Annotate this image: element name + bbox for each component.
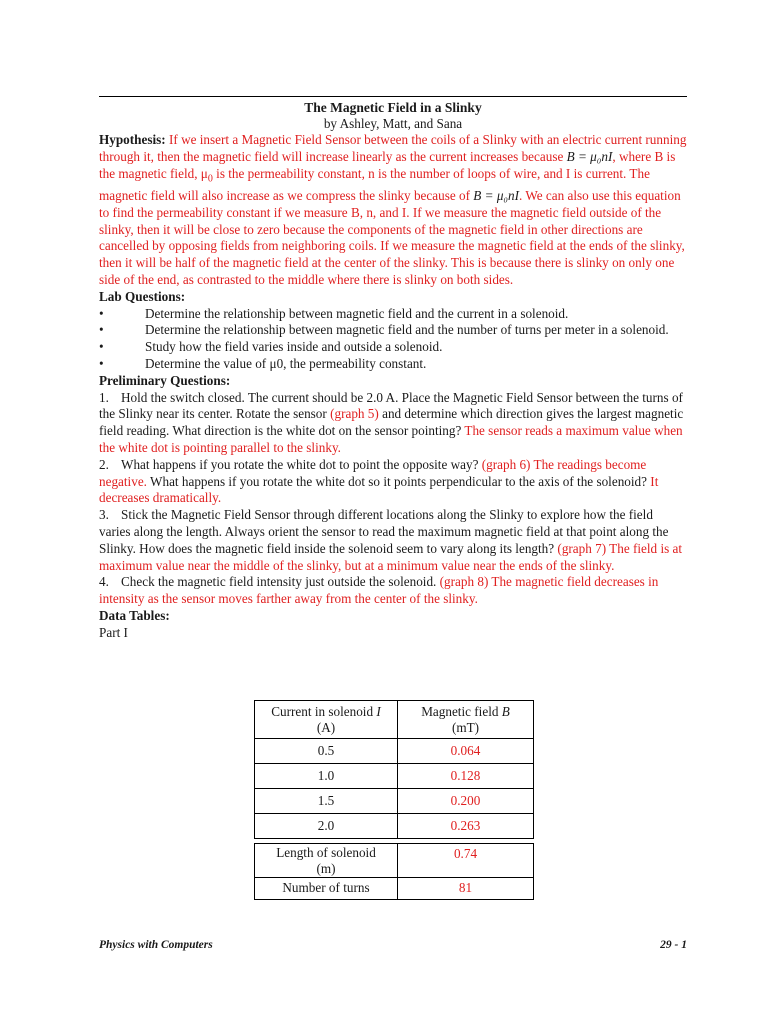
lab-question-text: Determine the relationship between magnetic field and the current in a solenoid. xyxy=(145,305,569,321)
bullet-icon: • xyxy=(99,322,104,338)
table-row xyxy=(255,739,534,764)
preliminary-question-3 xyxy=(99,507,687,574)
hypothesis-text-3: is the permeability constant, n is the number of loops of wire, and I is current. xyxy=(212,165,627,181)
current-cell: 2.0 xyxy=(255,814,398,839)
answer-text: (graph 6) The readings become negative. xyxy=(99,456,647,489)
table-header-row xyxy=(255,701,534,739)
document-title: The Magnetic Field in a Slinky xyxy=(304,100,482,115)
answer-text: (graph 7) The field is at maximum value near the middle of the slinky, but at a minimum value near the ends of the slinky. xyxy=(99,540,683,573)
lab-question-item xyxy=(99,339,687,356)
field-header xyxy=(398,701,534,739)
equation-1: B = μ₀nI xyxy=(566,148,613,164)
question-text: Stick the Magnetic Field Sensor through different locations along the Slinky to explore how the field varies along the length. Always orient the sensor to read the maximum magnetic field at that point along the Slinky. How does the magnetic field inside the solenoid seem to vary along its length? xyxy=(99,507,669,556)
header-var: B xyxy=(501,703,510,719)
part-label: Part I xyxy=(99,624,128,640)
hypothesis-text-5: . We can also use this equation to find the permeability constant if we measure B, n, and I. If we measure the magnetic field outside of the slinky, then it will be close to zero because the components of the magnetic field in other directions are cancelled by opposing fields from neighboring coils. If we measure the magnetic field at the ends of the slinky, then it will be half of the magnetic field at the center of the slinky. This is because there is slinky on only one side of the end, as contrasted to the middle where there is slinky on both sides. xyxy=(99,188,685,288)
question-text: What happens if you rotate the white dot so it points perpendicular to the axis of the solenoid? xyxy=(146,473,647,489)
length-label: Length of solenoid xyxy=(276,844,376,860)
bullet-icon: • xyxy=(99,356,104,371)
question-text: Check the magnetic field intensity just outside the solenoid. xyxy=(121,574,437,590)
header-text: Magnetic field xyxy=(421,703,502,719)
field-cell: 0.200 xyxy=(398,789,534,814)
footer-page-number: 29 - 1 xyxy=(660,939,687,951)
current-field-table xyxy=(254,700,534,839)
question-number: 4. xyxy=(99,574,109,590)
question-number: 1. xyxy=(99,389,109,405)
bullet-icon: • xyxy=(99,339,104,355)
data-tables-heading: Data Tables: xyxy=(99,607,170,623)
preliminary-question-4 xyxy=(99,574,687,608)
question-text: and determine which direction gives the largest magnetic field reading. What direction is the white dot on the sensor pointing? xyxy=(99,406,684,439)
answer-text: (graph 8) The magnetic field decreases in intensity as the sensor moves farther away from the center of the slinky. xyxy=(99,574,659,607)
hypothesis-label: Hypothesis: xyxy=(99,132,166,147)
preliminary-question-2 xyxy=(99,457,687,507)
equation-2: B = μ₀nI xyxy=(473,188,520,204)
authors-line: by Ashley, Matt, and Sana xyxy=(323,116,463,131)
current-cell: 1.5 xyxy=(255,789,398,814)
question-text: What happens if you rotate the white dot to point the opposite way? xyxy=(121,456,479,472)
current-header xyxy=(255,701,398,739)
length-value: 0.74 xyxy=(398,844,534,878)
answer-text: It decreases dramatically. xyxy=(99,473,659,506)
lab-question-text: Determine the value of μ0, the permeability constant. xyxy=(145,356,427,371)
table-row xyxy=(255,844,534,878)
preliminary-question-1 xyxy=(99,390,687,457)
header-unit: (mT) xyxy=(451,719,480,735)
lab-question-item xyxy=(99,306,687,323)
document-page xyxy=(99,96,687,896)
current-cell: 1.0 xyxy=(255,764,398,789)
answer-text: (graph 5) xyxy=(326,406,379,422)
table-row xyxy=(255,764,534,789)
question-number: 2. xyxy=(99,456,109,472)
page-footer xyxy=(99,939,687,951)
table-row xyxy=(255,878,534,900)
bullet-icon: • xyxy=(99,305,104,321)
top-rule xyxy=(99,96,687,97)
answer-text: The sensor reads a maximum value when the white dot is pointing parallel to the slinky. xyxy=(99,423,683,455)
question-text: Hold the switch closed. The current should be 2.0 A. Place the Magnetic Field Sensor between the turns of the Slinky near its center. Rotate the sensor xyxy=(99,389,683,422)
hypothesis-text-1: If we insert a Magnetic Field Sensor between the coils of a Slinky with an electric current running through it, then the magnetic field will increase linearly as the current increases because xyxy=(99,132,687,164)
lab-question-item xyxy=(99,356,687,373)
field-cell: 0.128 xyxy=(398,764,534,789)
hypothesis-text-2: , where B is the magnetic field, μ xyxy=(99,148,676,181)
table-row xyxy=(255,789,534,814)
header-unit: (A) xyxy=(316,719,336,735)
preliminary-heading: Preliminary Questions: xyxy=(99,372,231,388)
question-number: 3. xyxy=(99,507,109,523)
header-var: I xyxy=(376,703,381,719)
lab-question-item xyxy=(99,322,687,339)
field-cell: 0.064 xyxy=(398,739,534,764)
table-row xyxy=(255,814,534,839)
turns-label: Number of turns xyxy=(255,878,398,900)
hypothesis-text-4: The magnetic field will also increase as we compress the slinky because of xyxy=(99,165,650,204)
lab-question-text: Determine the relationship between magnetic field and the number of turns per meter in a solenoid. xyxy=(145,322,669,338)
length-label-cell xyxy=(255,844,398,878)
lab-questions-heading: Lab Questions: xyxy=(99,288,186,304)
solenoid-table xyxy=(254,843,534,900)
turns-value: 81 xyxy=(398,878,534,900)
hypothesis-paragraph xyxy=(99,132,687,289)
header-text: Current in solenoid xyxy=(271,703,377,719)
field-cell: 0.263 xyxy=(398,814,534,839)
footer-book-title: Physics with Computers xyxy=(99,939,213,951)
current-cell: 0.5 xyxy=(255,739,398,764)
mu-subscript: 0 xyxy=(207,173,213,185)
length-unit: (m) xyxy=(316,860,336,876)
lab-question-text: Study how the field varies inside and outside a solenoid. xyxy=(145,339,443,355)
